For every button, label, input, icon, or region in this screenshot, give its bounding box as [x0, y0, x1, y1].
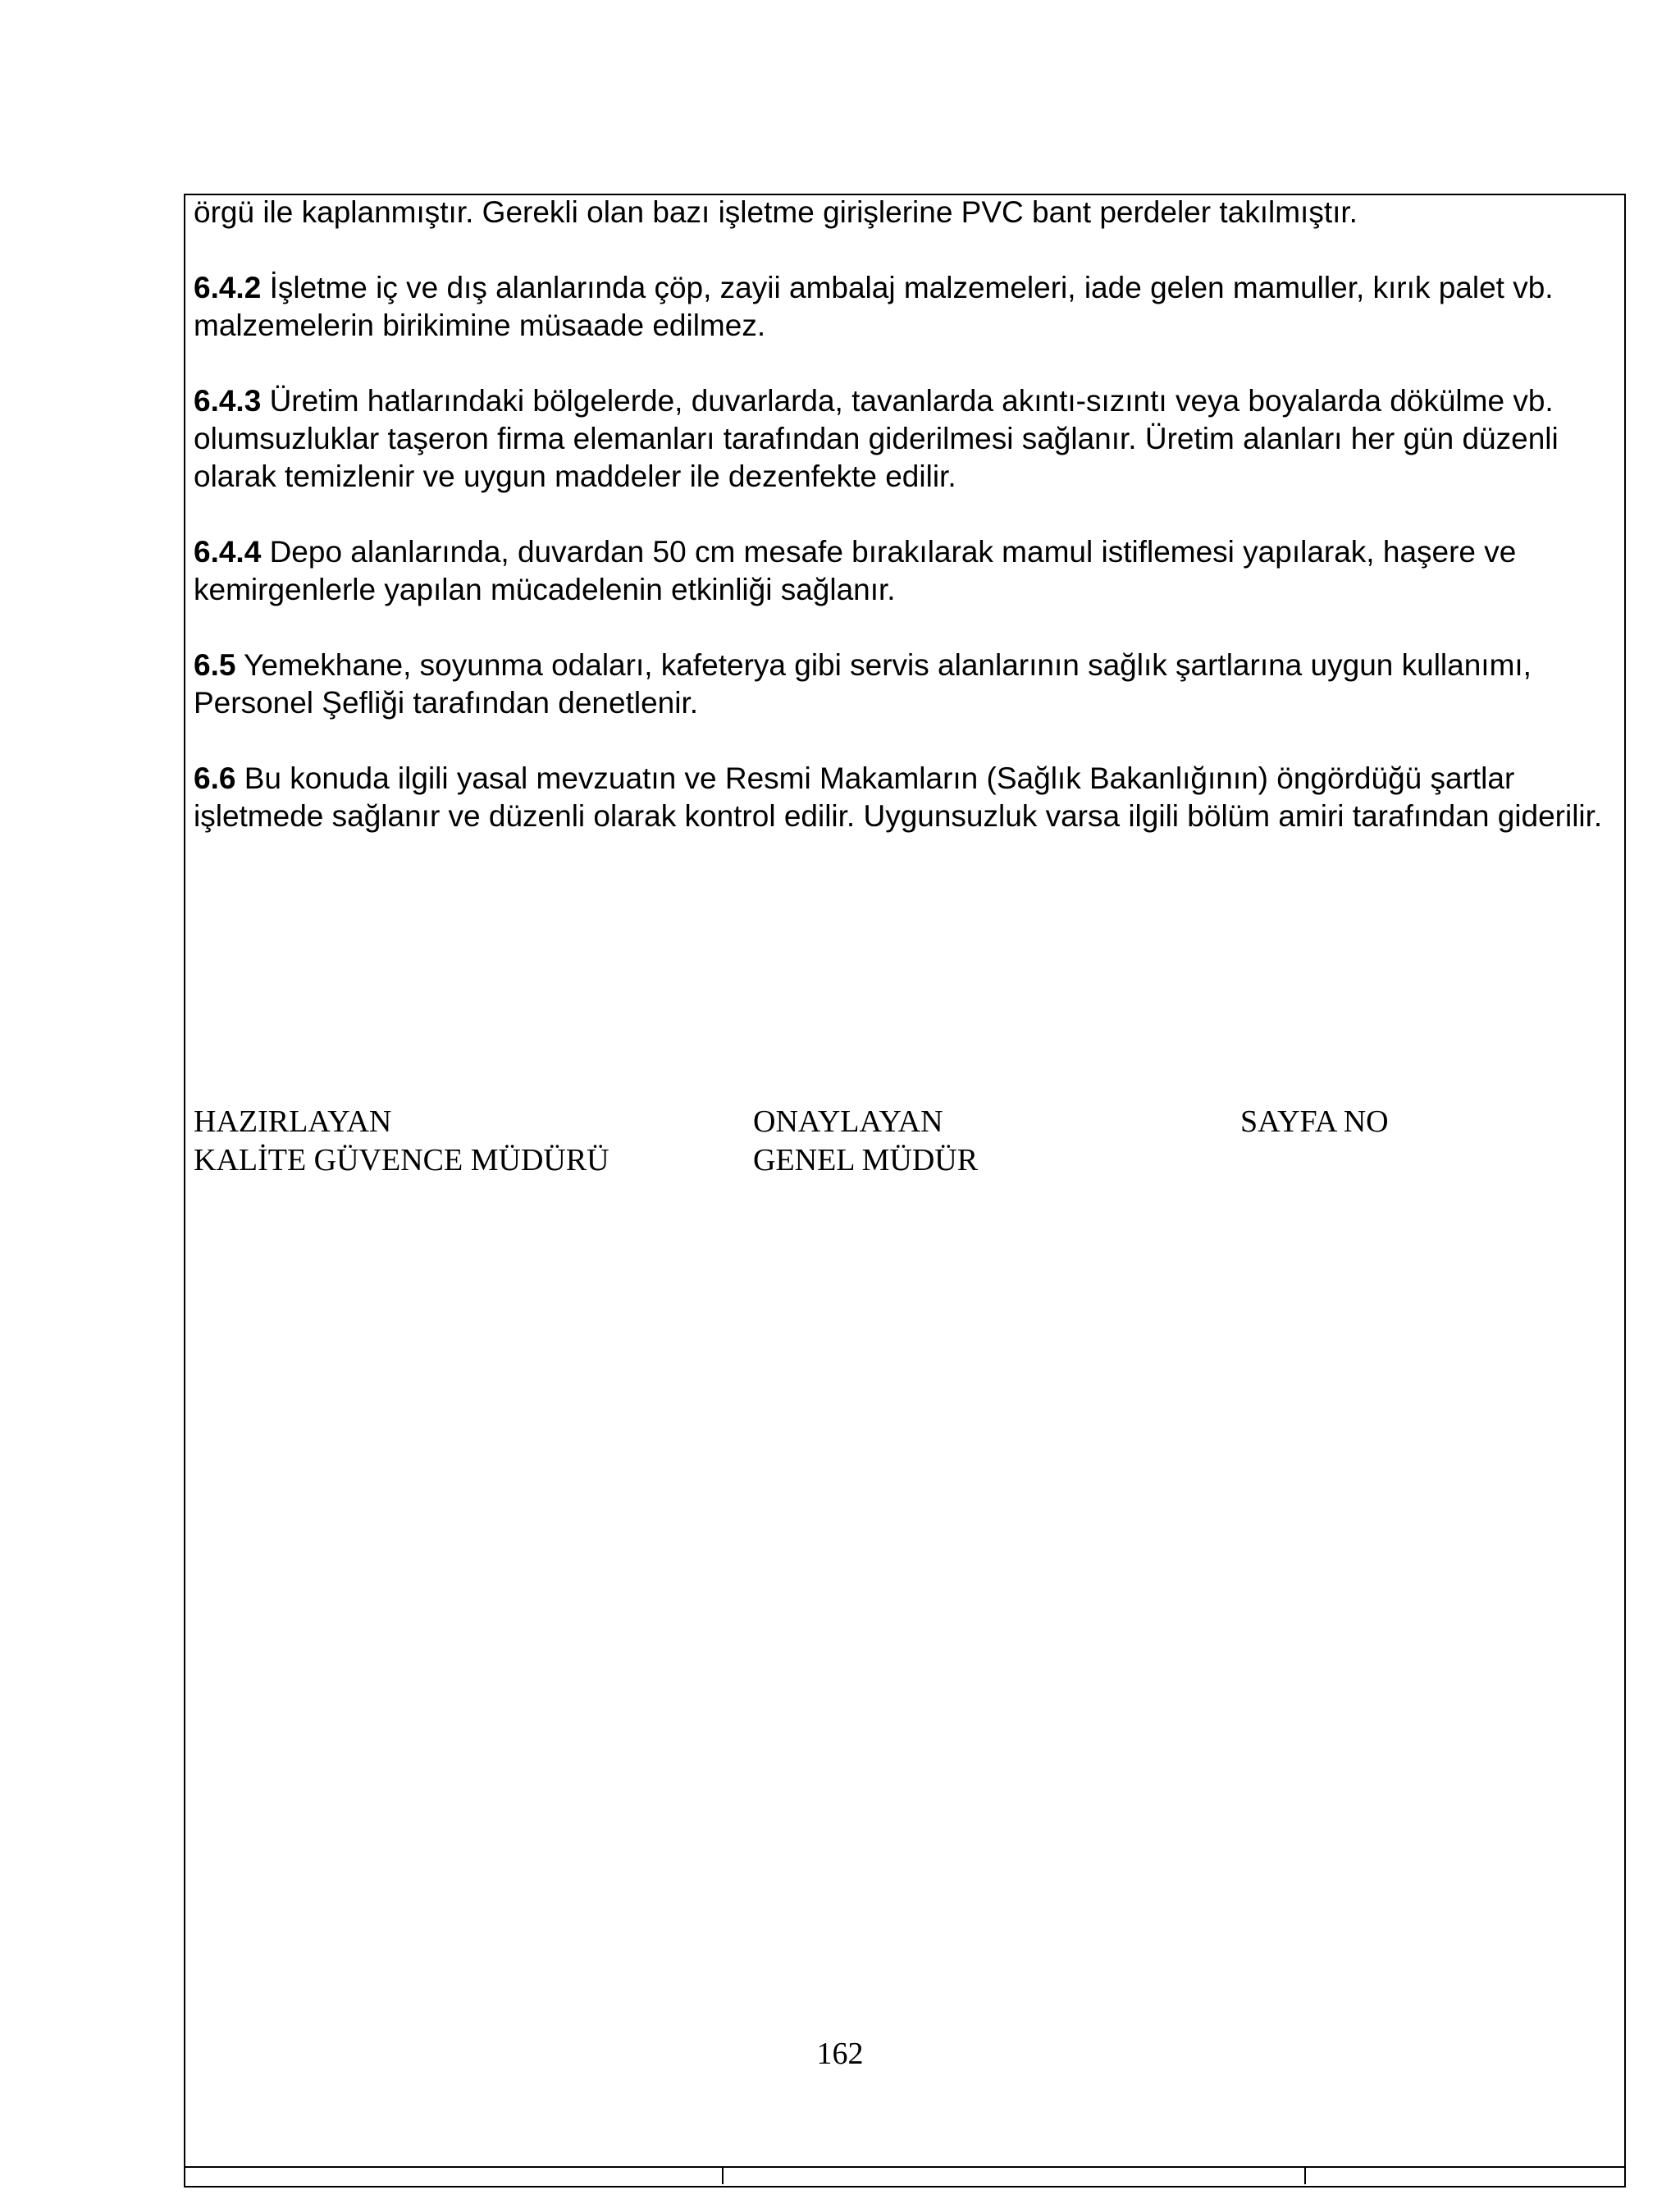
section-number: 6.5 [194, 648, 236, 682]
prepared-by-label: HAZIRLAYAN [194, 1104, 392, 1139]
section-number: 6.4.2 [194, 271, 262, 304]
paragraph-6-5 [194, 647, 1605, 722]
approved-by-title: GENEL MÜDÜR [753, 1143, 979, 1177]
table-divider [722, 2168, 724, 2184]
section-text: Üretim hatlarındaki bölgelerde, duvarlarda, tavanlarda akıntı-sızıntı veya boyalarda dökülme vb. olumsuzluklar taşeron firma elemanları tarafından giderilmesi sağlanır. Üretim alanları her gün düzenli olarak temizlenir ve uygun maddeler ile dezenfekte edilir. [194, 384, 1559, 493]
table-divider [1304, 2168, 1306, 2184]
paragraph-6-4-4 [194, 533, 1605, 609]
paragraph-6-4-1-continuation: örgü ile kaplanmıştır. Gerekli olan bazı işletme girişlerine PVC bant perdeler takılmıştır. [194, 195, 1358, 229]
paragraph-6-4-2 [194, 269, 1605, 345]
section-text: İşletme iç ve dış alanlarında çöp, zayii ambalaj malzemeleri, iade gelen mamuller, kırık palet vb. malzemelerin birikimine müsaade edilmez. [194, 271, 1554, 342]
paragraph-6-4-3 [194, 382, 1605, 496]
document-body [194, 194, 1605, 873]
section-text: Yemekhane, soyunma odaları, kafeterya gibi servis alanlarının sağlık şartlarına uygun kullanımı, Personel Şefliği tarafından denetlenir. [194, 648, 1532, 720]
section-number: 6.6 [194, 761, 236, 795]
section-text: Depo alanlarında, duvardan 50 cm mesafe bırakılarak mamul istiflemesi yapılarak, haşere ve kemirgenlerle yapılan mücadelenin etkinliği sağlanır. [194, 535, 1517, 606]
section-number: 6.4.3 [194, 384, 262, 418]
section-text: Bu konuda ilgili yasal mevzuatın ve Resmi Makamların (Sağlık Bakanlığının) öngördüğü şartlar işletmede sağlanır ve düzenli olarak kontrol edilir. Uygunsuzluk varsa ilgili bölüm amiri tarafından giderilir. [194, 761, 1603, 833]
paragraph-6-6 [194, 760, 1605, 835]
approved-by-block [753, 1103, 978, 1180]
prepared-by-title: KALİTE GÜVENCE MÜDÜRÜ [194, 1143, 609, 1177]
prepared-by-block [194, 1103, 609, 1180]
page-no-block [1240, 1103, 1389, 1141]
page-no-label: SAYFA NO [1240, 1104, 1389, 1139]
page-number: 162 [816, 2037, 864, 2071]
approved-by-label: ONAYLAYAN [753, 1104, 943, 1139]
footer-table-edge [184, 2166, 1626, 2199]
section-number: 6.4.4 [194, 535, 262, 569]
